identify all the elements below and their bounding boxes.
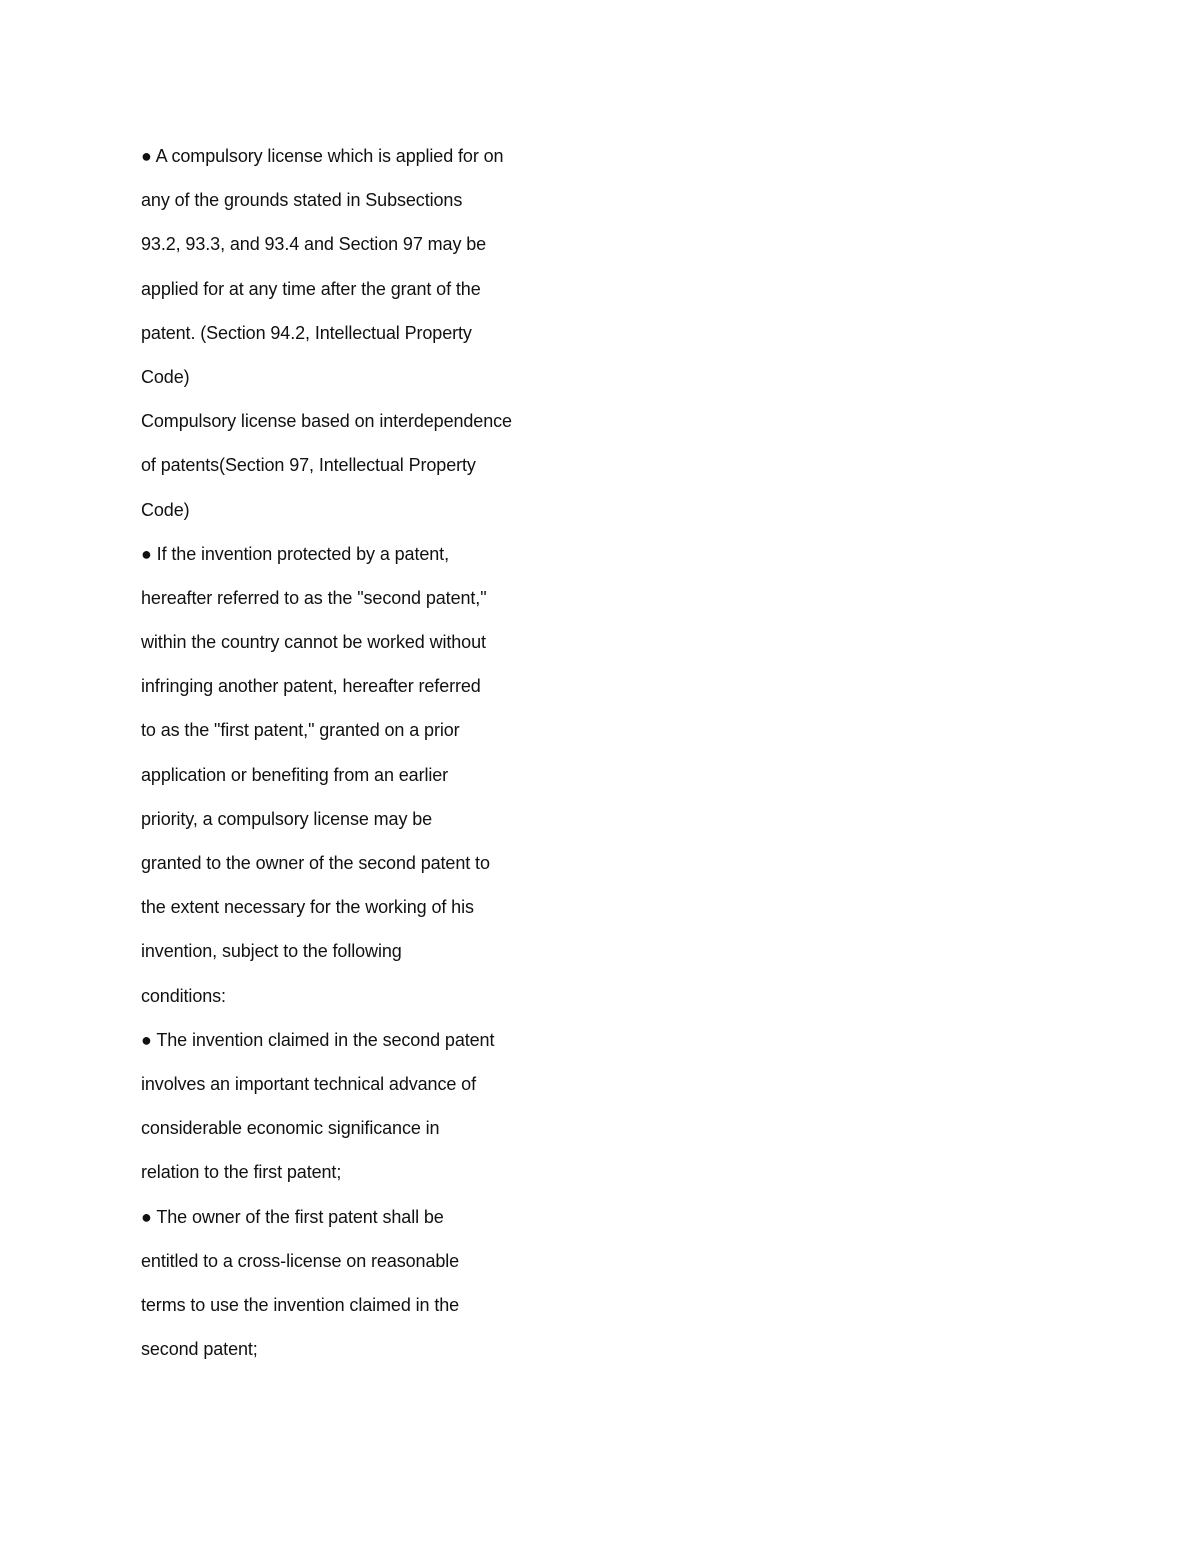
text-line: within the country cannot be worked without [141,632,486,653]
text-line: conditions: [141,985,226,1006]
text-line: considerable economic significance in [141,1118,440,1139]
text-line: application or benefiting from an earlier [141,764,449,785]
section-heading-line: Compulsory license based on interdependence [141,411,512,432]
text-line: applied for at any time after the grant of the [141,278,481,299]
text-line: ● A compulsory license which is applied for on [141,146,504,166]
text-line: invention, subject to the following [141,941,402,962]
text-line: infringing another patent, hereafter referred [141,676,481,697]
section-heading-line: of patents(Section 97, Intellectual Property [141,455,476,476]
text-line: granted to the owner of the second patent to [141,853,490,873]
text-line: Code) [141,366,190,387]
document-body [141,139,581,1376]
text-line: patent. (Section 94.2, Intellectual Property [141,322,472,343]
text-line: ● If the invention protected by a patent, [141,543,449,564]
text-line: involves an important technical advance of [141,1073,476,1094]
text-line: the extent necessary for the working of his [141,897,474,918]
text-line: to as the "first patent," granted on a prior [141,720,460,741]
text-line: ● The owner of the first patent shall be [141,1206,444,1227]
text-line: terms to use the invention claimed in the [141,1294,460,1315]
text-line: ● The invention claimed in the second patent [141,1029,495,1050]
text-line: relation to the first patent; [141,1162,342,1183]
text-line: 93.2, 93.3, and 93.4 and Section 97 may be [141,234,487,255]
text-line: entitled to a cross-license on reasonable [141,1250,460,1271]
text-line: any of the grounds stated in Subsections [141,190,463,211]
text-line: second patent; [141,1339,258,1360]
section-heading-line: Code) [141,499,190,520]
text-line: priority, a compulsory license may be [141,808,433,829]
text-line: hereafter referred to as the "second patent," [141,587,487,608]
